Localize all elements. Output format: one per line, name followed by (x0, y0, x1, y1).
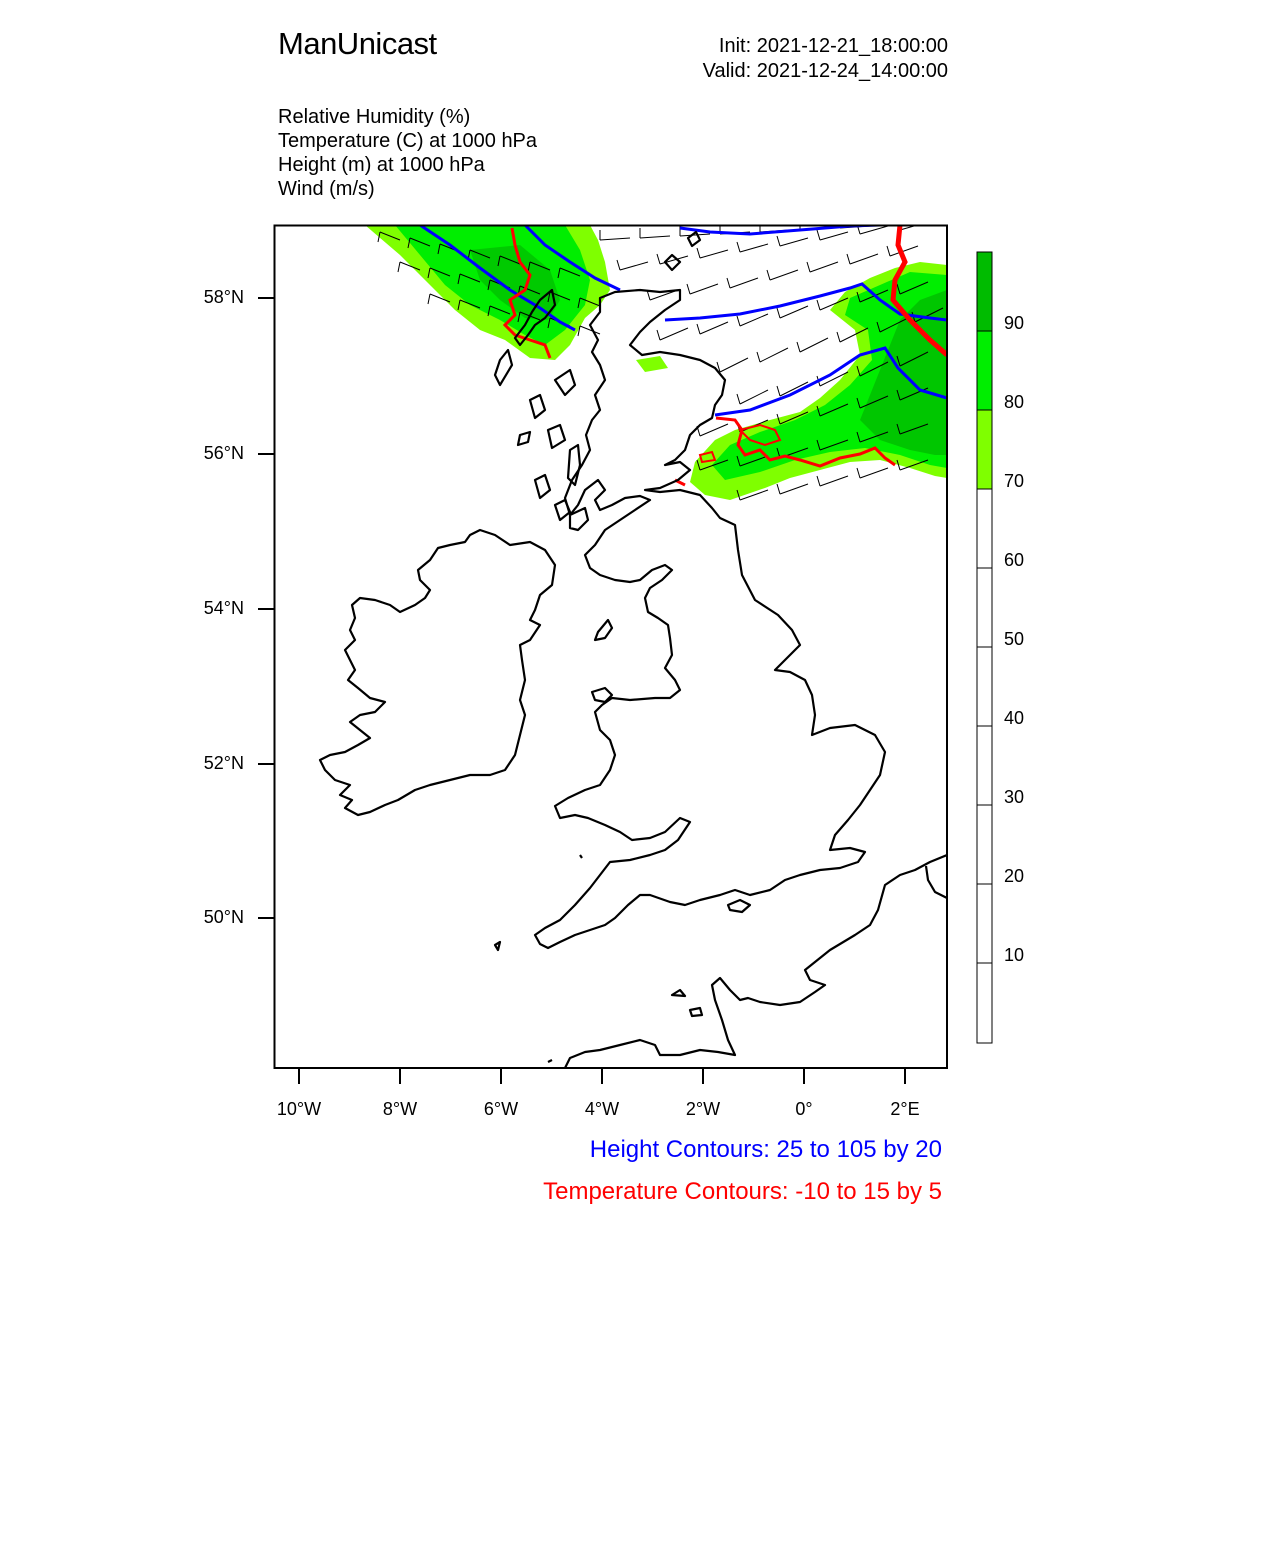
coast-kintyre (568, 445, 580, 485)
coast-isle-of-man (595, 620, 612, 640)
map-content (320, 218, 947, 1068)
colorbar-label-60: 60 (1004, 550, 1025, 570)
lat-ticks (258, 298, 274, 918)
colorbar-label-90: 90 (1004, 313, 1025, 333)
plot-frame (275, 226, 948, 1069)
colorbar-label-50: 50 (1004, 629, 1025, 649)
coast-france-north (926, 866, 947, 898)
field-temperature: Temperature (C) at 1000 hPa (278, 130, 538, 152)
lon-label-4w: 4°W (584, 1099, 620, 1119)
lat-label-58n: 58°N (203, 287, 244, 307)
field-height: Height (m) at 1000 hPa (278, 154, 485, 176)
lat-label-54n: 54°N (203, 598, 244, 618)
coast-france (565, 855, 947, 1068)
temperature-contour-legend: Temperature Contours: -10 to 15 by 5 (543, 1178, 942, 1205)
colorbar-label-20: 20 (1004, 866, 1025, 886)
lon-label-10w: 10°W (276, 1099, 322, 1119)
lat-label-52n: 52°N (203, 753, 244, 773)
colorbar (977, 252, 992, 1043)
height-contour-legend: Height Contours: 25 to 105 by 20 (589, 1136, 942, 1163)
lon-label-8w: 8°W (382, 1099, 418, 1119)
colorbar-label-80: 80 (1004, 392, 1025, 412)
coast-orkney (665, 232, 700, 270)
coast-ireland (320, 530, 555, 815)
lon-label-2w: 2°W (685, 1099, 721, 1119)
colorbar-label-30: 30 (1004, 787, 1025, 807)
init-time: Init: 2021-12-21_18:00:00 (718, 35, 948, 57)
lon-ticks (299, 1068, 905, 1084)
lon-label-0: 0° (795, 1099, 813, 1119)
valid-time: Valid: 2021-12-24_14:00:00 (702, 60, 948, 82)
colorbar-label-70: 70 (1004, 471, 1025, 491)
coast-channel-islands (672, 990, 702, 1016)
field-rh: Relative Humidity (%) (278, 106, 471, 128)
coast-scilly (495, 942, 500, 950)
rh-shading-moray (636, 356, 668, 372)
field-wind: Wind (m/s) (278, 178, 375, 200)
lon-label-6w: 6°W (483, 1099, 519, 1119)
lon-label-2e: 2°E (890, 1099, 920, 1119)
chart-title: ManUnicast (278, 26, 437, 61)
lat-label-56n: 56°N (203, 443, 244, 463)
colorbar-label-40: 40 (1004, 708, 1025, 728)
coastlines (320, 232, 947, 1068)
lat-label-50n: 50°N (203, 907, 244, 927)
colorbar-label-10: 10 (1004, 945, 1025, 965)
coast-isle-of-wight (728, 900, 750, 912)
